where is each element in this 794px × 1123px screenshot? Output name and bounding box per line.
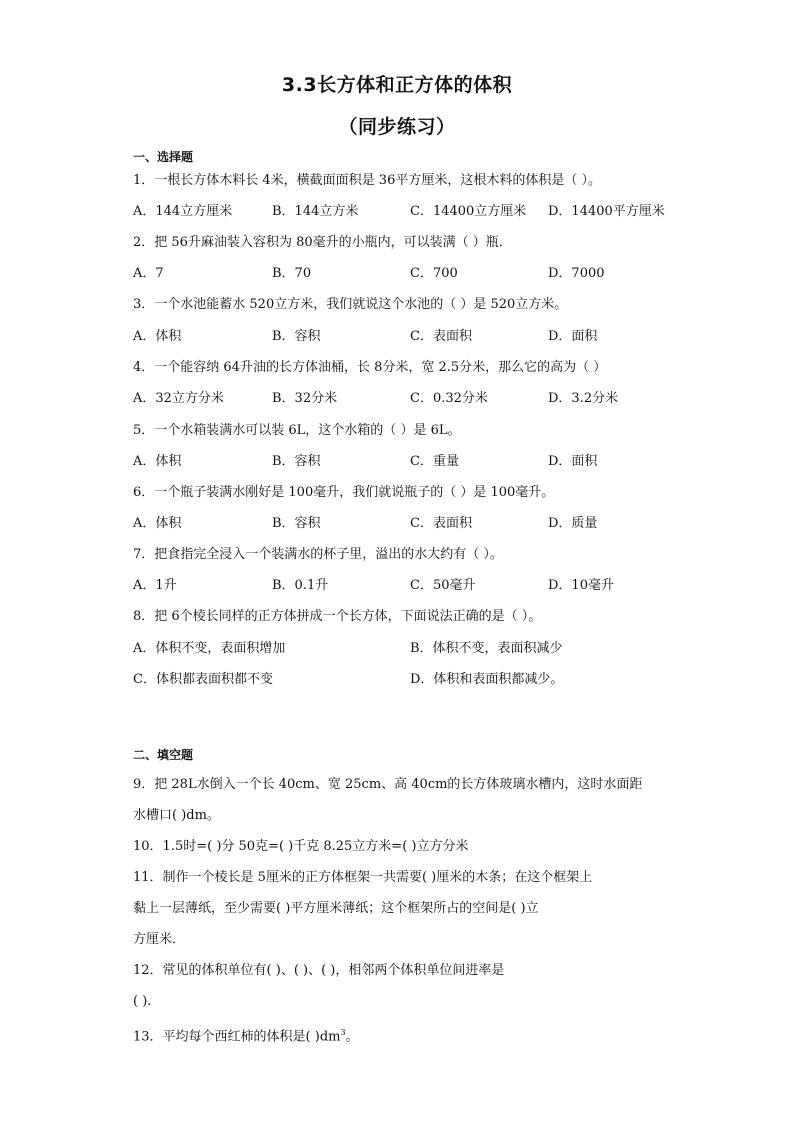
question-11-line-3: 方厘米． xyxy=(133,932,186,947)
option-b: B．容积 xyxy=(272,454,321,469)
question-5-options xyxy=(133,454,673,470)
option-d: D．10毫升 xyxy=(548,578,614,593)
question-3-options xyxy=(133,329,673,345)
option-b: B．70 xyxy=(272,266,312,281)
option-c: C．体积都表面积都不变 xyxy=(133,672,273,687)
option-d: D．3.2分米 xyxy=(548,391,619,406)
question-1: 1．一根长方体木料长 4米，横截面面积是 36平方厘米，这根木料的体积是（ ）。 xyxy=(133,173,601,188)
question-6-options xyxy=(133,516,673,532)
option-d: D．面积 xyxy=(548,454,598,469)
option-d: D．质量 xyxy=(548,516,598,531)
option-a: A．1升 xyxy=(133,578,177,593)
cube-superscript: 3 xyxy=(340,1028,346,1037)
question-11-line-1: 11．制作一个棱长是 5厘米的正方体框架一共需要( )厘米的木条；在这个框架上 xyxy=(133,870,593,885)
question-11-line-2: 黏上一层薄纸，至少需要( )平方厘米薄纸；这个框架所占的空间是( )立 xyxy=(133,901,539,916)
option-c: C．50毫升 xyxy=(410,578,476,593)
option-a: A．体积不变，表面积增加 xyxy=(133,641,286,656)
question-8: 8．把 6个棱长同样的正方体拼成一个长方体，下面说法正确的是（ ）。 xyxy=(133,609,542,624)
option-a: A．144立方厘米 xyxy=(133,204,233,219)
question-12-line-2: ( ). xyxy=(133,994,152,1009)
question-2: 2．把 56升麻油装入容积为 80毫升的小瓶内，可以装满（ ）瓶． xyxy=(133,235,512,250)
option-a: A．32立方分米 xyxy=(133,391,224,406)
option-a: A．体积 xyxy=(133,329,182,344)
option-b: B．144立方米 xyxy=(272,204,359,219)
question-12-line-1: 12．常见的体积单位有( )、( )、( )，相邻两个体积单位间进率是 xyxy=(133,963,505,978)
question-7: 7．把食指完全浸入一个装满水的杯子里，溢出的水大约有（ ）。 xyxy=(133,547,503,562)
option-c: C．重量 xyxy=(410,454,459,469)
option-b: B．容积 xyxy=(272,329,321,344)
question-6: 6．一个瓶子装满水刚好是 100毫升，我们就说瓶子的（ ）是 100毫升。 xyxy=(133,485,555,500)
option-b: B．体积不变，表面积减少 xyxy=(410,641,563,656)
option-c: C．14400立方厘米 xyxy=(410,204,527,219)
option-d: D．面积 xyxy=(548,329,598,344)
question-9-line-1: 9．把 28L水倒入一个长 40cm、宽 25cm、高 40cm的长方体玻璃水槽内，这时水面距 xyxy=(133,777,643,792)
option-a: A．体积 xyxy=(133,454,182,469)
question-13 xyxy=(133,1025,359,1045)
option-c: C．700 xyxy=(410,266,458,281)
question-4-options xyxy=(133,391,673,407)
option-c: C．表面积 xyxy=(410,516,472,531)
section-heading-fill: 二、填空题 xyxy=(133,748,194,762)
question-3: 3．一个水池能蓄水 520立方米，我们就说这个水池的（ ）是 520立方米。 xyxy=(133,297,568,312)
option-c: C．0.32分米 xyxy=(410,391,488,406)
question-2-options xyxy=(133,266,673,282)
option-d: D．7000 xyxy=(548,266,605,281)
question-8-options-row1 xyxy=(133,641,673,657)
question-13-tail: 。 xyxy=(345,1029,359,1045)
question-10: 10．1.5时=( )分 50克=( )千克 8.25立方米=( )立方分米 xyxy=(133,839,469,854)
question-9-line-2: 水槽口( )dm。 xyxy=(133,808,220,823)
option-b: B．0.1升 xyxy=(272,578,329,593)
option-a: A．7 xyxy=(133,266,164,281)
page-subtitle: （同步练习） xyxy=(338,116,456,138)
option-b: B．32分米 xyxy=(272,391,338,406)
question-5: 5．一个水箱装满水可以装 6L，这个水箱的（ ）是 6L。 xyxy=(133,423,461,438)
option-a: A．体积 xyxy=(133,516,182,531)
option-c: C．表面积 xyxy=(410,329,472,344)
question-4: 4．一个能容纳 64升油的长方体油桶，长 8分米，宽 2.5分米，那么它的高为（ ） xyxy=(133,360,607,375)
question-13-text: 13．平均每个西红柿的体积是( )dm xyxy=(133,1029,341,1045)
question-1-options xyxy=(133,204,673,220)
section-heading-choice: 一、选择题 xyxy=(133,150,194,164)
question-7-options xyxy=(133,578,673,594)
option-d: D．14400平方厘米 xyxy=(548,204,665,219)
option-b: B．容积 xyxy=(272,516,321,531)
page-title: 3.3长方体和正方体的体积 xyxy=(281,74,513,96)
option-d: D．体积和表面积都减少。 xyxy=(410,672,564,687)
question-8-options-row2 xyxy=(133,672,673,688)
